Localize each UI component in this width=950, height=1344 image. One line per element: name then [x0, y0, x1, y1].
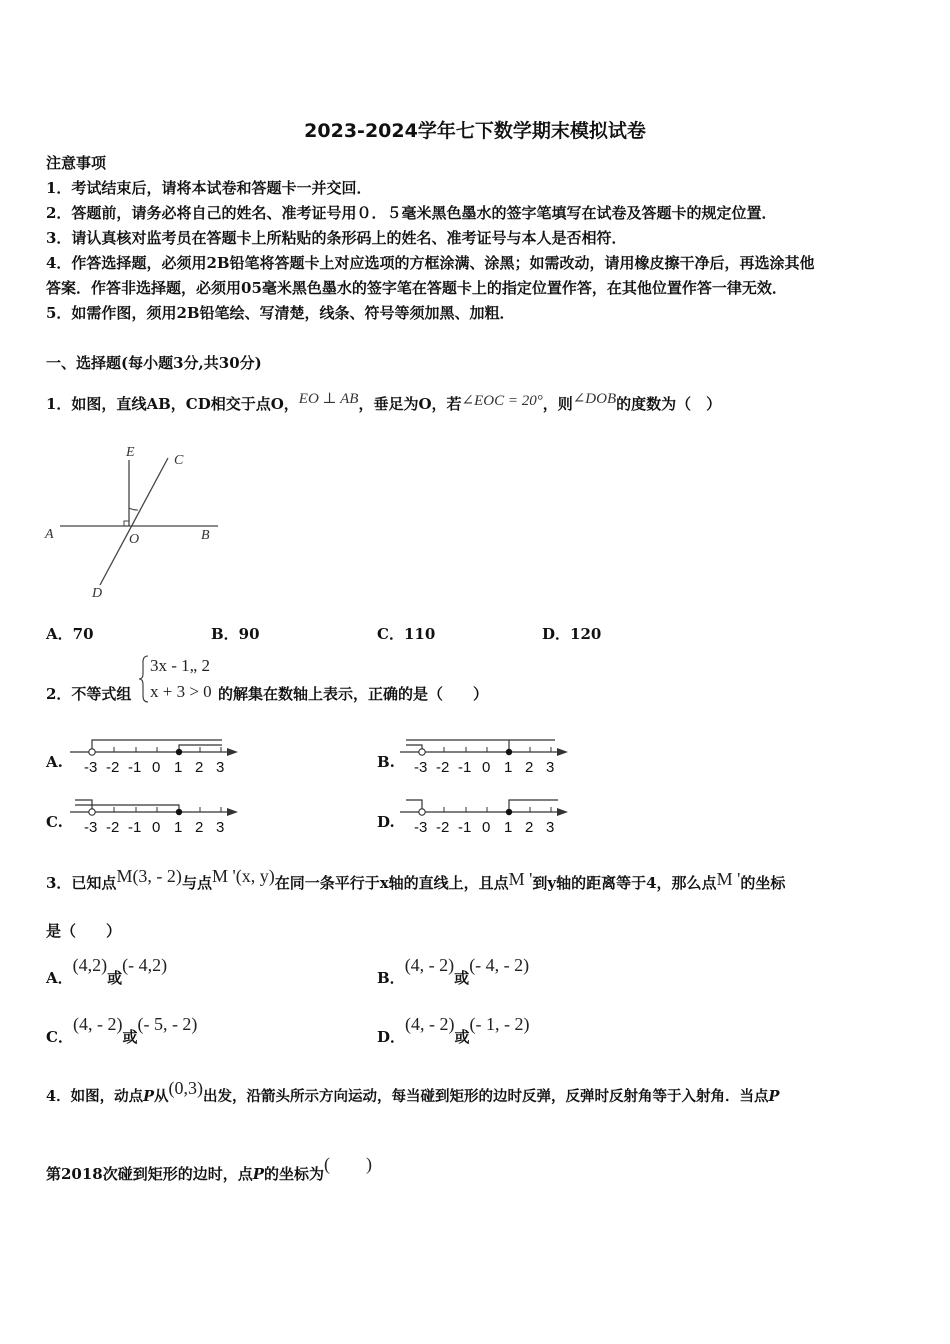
q3-stem-line2: 是（ ） — [46, 922, 122, 940]
svg-text:2: 2 — [525, 819, 534, 836]
svg-text:1: 1 — [174, 759, 183, 776]
q2-option-c[interactable]: C. — [46, 813, 63, 831]
svg-text:-1: -1 — [128, 759, 142, 776]
q2-prefix: 2．不等式组 — [46, 685, 132, 703]
section-heading: 一、选择题(每小题3分,共30分) — [46, 354, 262, 372]
number-line-d — [400, 793, 575, 841]
notice-item: 1．考试结束后，请将本试卷和答题卡一并交回． — [46, 179, 372, 197]
number-line-c — [70, 793, 245, 841]
q4-stem: 4．如图，动点P从(0,3)出发，沿箭头所示方向运动，每当碰到矩形的边时反弹，反弹时反射角等于入射角．当点P — [46, 1078, 780, 1105]
label-c: C — [174, 453, 184, 468]
svg-text:-2: -2 — [106, 759, 120, 776]
svg-text:-2: -2 — [436, 819, 450, 836]
svg-text:1: 1 — [504, 759, 513, 776]
q3-stem: 3．已知点M(3, - 2)与点M '(x, y)在同一条平行于x轴的直线上，且点M '到y轴的距离等于4，那么点M '的坐标 — [46, 866, 786, 892]
label-o: O — [129, 532, 140, 547]
number-line-a — [70, 733, 245, 781]
label-e: E — [126, 445, 135, 460]
svg-text:2: 2 — [195, 759, 204, 776]
svg-text:3: 3 — [216, 759, 225, 776]
q1-option-c[interactable]: C．110 — [377, 625, 436, 643]
notice-item: 2．答题前，请务必将自己的姓名、准考证号用０．５毫米黑色墨水的签字笔填写在试卷及答题卡的规定位置． — [46, 204, 777, 222]
q2-option-b[interactable]: B. — [377, 753, 395, 771]
q4-stem-line2: 第2018次碰到矩形的边时，点P的坐标为( ) — [46, 1154, 373, 1183]
q3-option-b[interactable]: B．(4, - 2)或(- 4, - 2) — [377, 955, 530, 987]
svg-text:-3: -3 — [84, 819, 98, 836]
number-line-b — [400, 733, 575, 781]
q1-figure — [40, 440, 230, 600]
svg-text:3: 3 — [546, 819, 555, 836]
label-d: D — [92, 586, 103, 600]
svg-text:-1: -1 — [458, 819, 472, 836]
q1-option-d[interactable]: D．120 — [542, 625, 602, 643]
svg-text:0: 0 — [482, 819, 491, 836]
inequality-1: 3x - 1„ 2 — [150, 656, 210, 675]
svg-text:-2: -2 — [436, 759, 450, 776]
inequality-2: x + 3 > 0 — [150, 682, 212, 701]
q3-option-c[interactable]: C．(4, - 2)或(- 5, - 2) — [46, 1014, 198, 1046]
label-a: A — [45, 527, 54, 542]
svg-text:1: 1 — [504, 819, 513, 836]
angle-arc — [129, 508, 138, 510]
notice-item: 5．如需作图，须用2B铅笔绘、写清楚，线条、符号等须加黑、加粗． — [46, 304, 515, 322]
notice-heading: 注意事项 — [46, 154, 107, 172]
svg-text:0: 0 — [482, 759, 491, 776]
q2-suffix: 的解集在数轴上表示，正确的是（ ） — [218, 685, 489, 703]
svg-text:2: 2 — [195, 819, 204, 836]
svg-text:0: 0 — [152, 759, 161, 776]
svg-text:-3: -3 — [414, 819, 428, 836]
q3-option-d[interactable]: D．(4, - 2)或(- 1, - 2) — [377, 1014, 530, 1046]
notice-item: 4．作答选择题，必须用2B铅笔将答题卡上对应选项的方框涂满、涂黑；如需改动，请用橡皮擦干净后，再选涂其他 — [46, 254, 815, 272]
svg-text:3: 3 — [546, 759, 555, 776]
right-angle-mark — [124, 521, 129, 526]
svg-text:-2: -2 — [106, 819, 120, 836]
q1-option-a[interactable]: A．70 — [46, 625, 94, 643]
svg-text:3: 3 — [216, 819, 225, 836]
svg-text:1: 1 — [174, 819, 183, 836]
svg-text:2: 2 — [525, 759, 534, 776]
svg-text:-3: -3 — [84, 759, 98, 776]
svg-text:-1: -1 — [458, 759, 472, 776]
label-b: B — [201, 528, 210, 543]
notice-item: 答案．作答非选择题，必须用05毫米黑色墨水的签字笔在答题卡上的指定位置作答，在其他位置作答一律无效． — [46, 279, 787, 297]
page-title: 2023-2024学年七下数学期末模拟试卷 — [304, 120, 646, 142]
q2-option-a[interactable]: A. — [46, 753, 63, 771]
notice-item: 3．请认真核对监考员在答题卡上所粘贴的条形码上的姓名、准考证号与本人是否相符． — [46, 229, 627, 247]
q1-option-b[interactable]: B．90 — [211, 625, 260, 643]
line-cd — [100, 458, 168, 585]
q3-option-a[interactable]: A．(4,2)或(- 4,2) — [46, 955, 168, 987]
svg-text:-3: -3 — [414, 759, 428, 776]
svg-text:0: 0 — [152, 819, 161, 836]
system-brace — [138, 654, 150, 704]
q2-option-d[interactable]: D. — [377, 813, 395, 831]
q1-stem: 1．如图，直线AB，CD相交于点O，EO ⊥ AB，垂足为O，若∠EOC = 20°，则∠DOB的度数为（ ） — [46, 391, 722, 413]
svg-text:-1: -1 — [128, 819, 142, 836]
